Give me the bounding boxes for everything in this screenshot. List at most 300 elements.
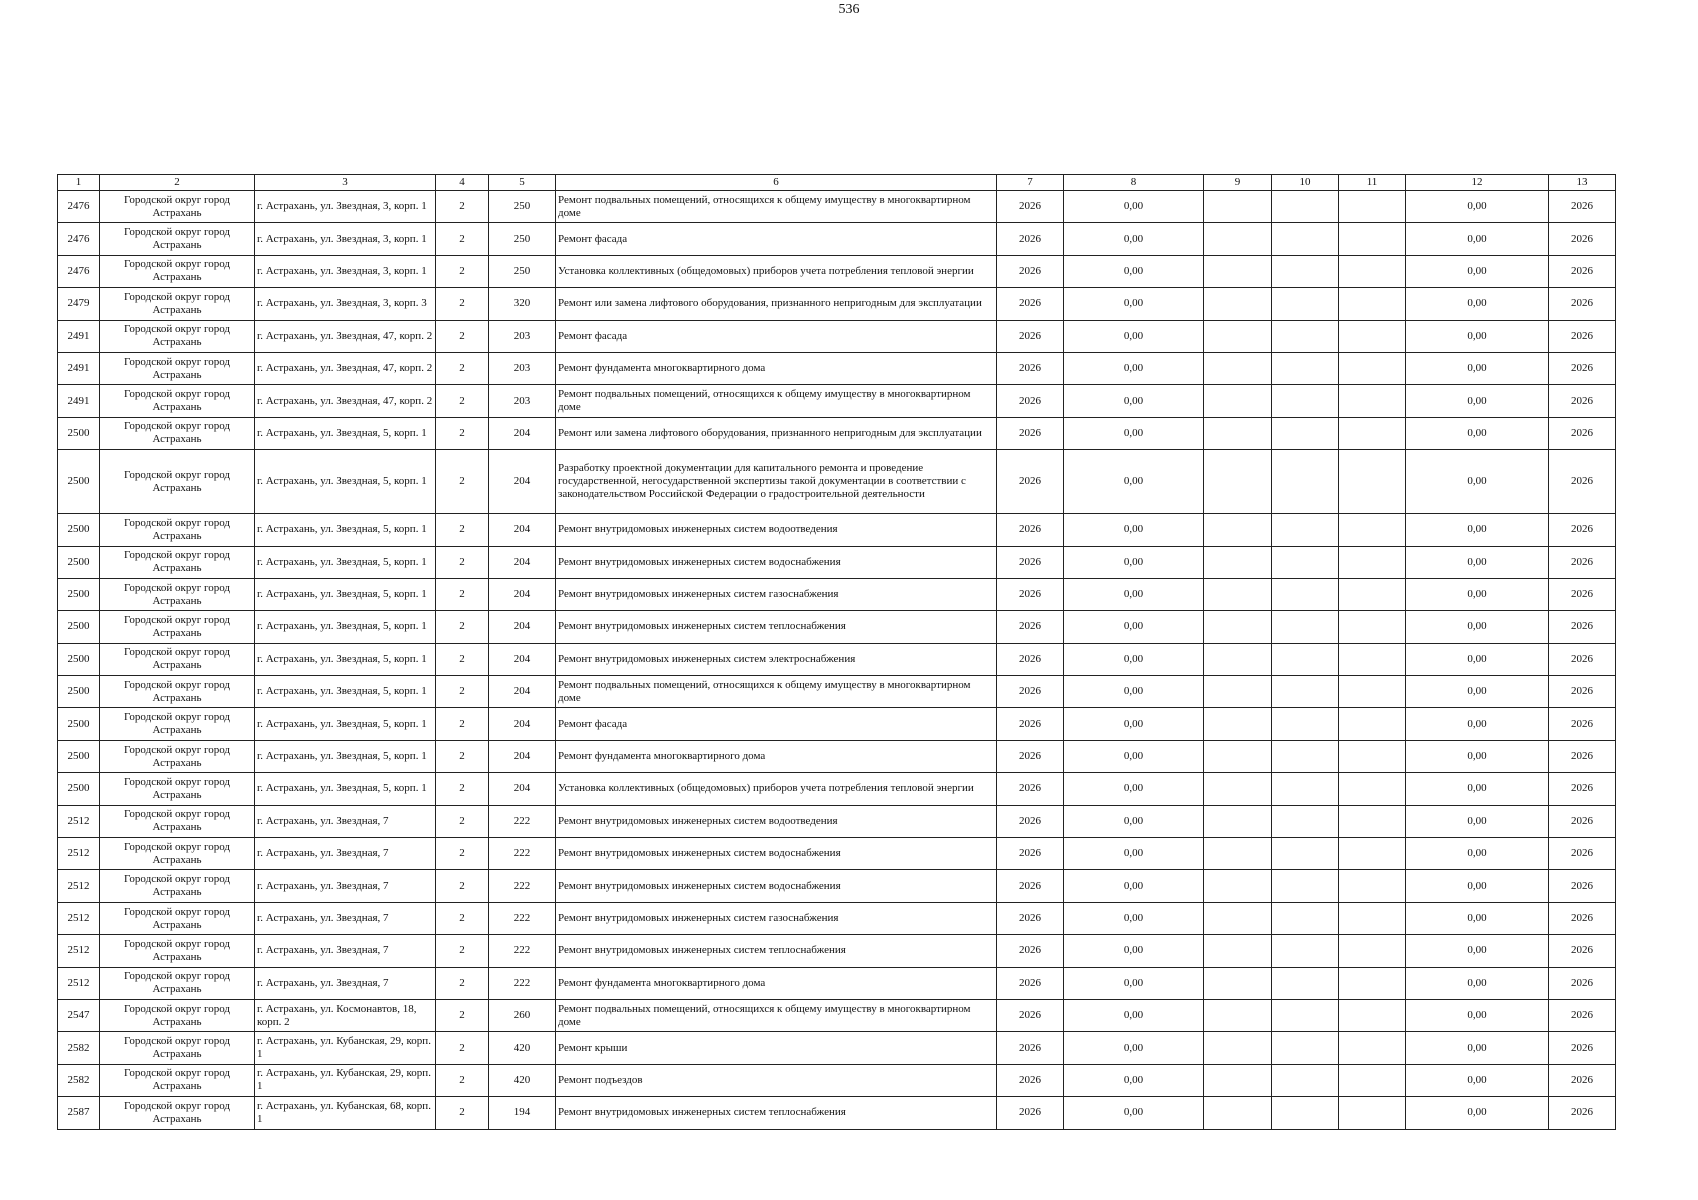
district-cell: Городской округ город Астрахань bbox=[100, 935, 255, 967]
cost-cell: 0,00 bbox=[1064, 578, 1204, 610]
cost-cell: 0,00 bbox=[1064, 1097, 1204, 1129]
column-9-cell bbox=[1204, 417, 1272, 449]
apartments-cell: 222 bbox=[489, 967, 556, 999]
district-cell: Городской округ город Астрахань bbox=[100, 450, 255, 514]
year-cell: 2026 bbox=[997, 643, 1064, 675]
column-9-cell bbox=[1204, 546, 1272, 578]
floors-cell: 2 bbox=[436, 352, 489, 384]
column-header: 13 bbox=[1549, 175, 1616, 191]
column-11-cell bbox=[1339, 708, 1406, 740]
column-11-cell bbox=[1339, 1097, 1406, 1129]
column-11-cell bbox=[1339, 385, 1406, 417]
row-id-cell: 2476 bbox=[58, 191, 100, 223]
apartments-cell: 222 bbox=[489, 935, 556, 967]
column-11-cell bbox=[1339, 546, 1406, 578]
column-13-cell: 2026 bbox=[1549, 1097, 1616, 1129]
district-cell: Городской округ город Астрахань bbox=[100, 676, 255, 708]
address-cell: г. Астрахань, ул. Звездная, 3, корп. 1 bbox=[255, 191, 436, 223]
floors-cell: 2 bbox=[436, 838, 489, 870]
apartments-cell: 194 bbox=[489, 1097, 556, 1129]
year-cell: 2026 bbox=[997, 1064, 1064, 1096]
column-10-cell bbox=[1272, 1097, 1339, 1129]
work-type-cell: Ремонт подвальных помещений, относящихся к общему имуществу в многоквартирном доме bbox=[556, 385, 997, 417]
capital-repair-table bbox=[57, 174, 1616, 1130]
column-10-cell bbox=[1272, 676, 1339, 708]
year-cell: 2026 bbox=[997, 417, 1064, 449]
work-type-cell: Ремонт внутридомовых инженерных систем теплоснабжения bbox=[556, 1097, 997, 1129]
address-cell: г. Астрахань, ул. Звездная, 5, корп. 1 bbox=[255, 450, 436, 514]
column-9-cell bbox=[1204, 578, 1272, 610]
district-cell: Городской округ город Астрахань bbox=[100, 773, 255, 805]
district-cell: Городской округ город Астрахань bbox=[100, 223, 255, 255]
district-cell: Городской округ город Астрахань bbox=[100, 1032, 255, 1064]
column-header: 1 bbox=[58, 175, 100, 191]
column-12-cell: 0,00 bbox=[1406, 385, 1549, 417]
address-cell: г. Астрахань, ул. Звездная, 5, корп. 1 bbox=[255, 514, 436, 546]
address-cell: г. Астрахань, ул. Кубанская, 68, корп. 1 bbox=[255, 1097, 436, 1129]
cost-cell: 0,00 bbox=[1064, 320, 1204, 352]
column-12-cell: 0,00 bbox=[1406, 223, 1549, 255]
apartments-cell: 250 bbox=[489, 223, 556, 255]
district-cell: Городской округ город Астрахань bbox=[100, 255, 255, 287]
column-12-cell: 0,00 bbox=[1406, 1097, 1549, 1129]
floors-cell: 2 bbox=[436, 708, 489, 740]
cost-cell: 0,00 bbox=[1064, 288, 1204, 320]
cost-cell: 0,00 bbox=[1064, 967, 1204, 999]
column-9-cell bbox=[1204, 288, 1272, 320]
column-header: 2 bbox=[100, 175, 255, 191]
cost-cell: 0,00 bbox=[1064, 417, 1204, 449]
year-cell: 2026 bbox=[997, 1097, 1064, 1129]
floors-cell: 2 bbox=[436, 450, 489, 514]
table-row bbox=[58, 838, 1616, 870]
year-cell: 2026 bbox=[997, 223, 1064, 255]
column-13-cell: 2026 bbox=[1549, 870, 1616, 902]
year-cell: 2026 bbox=[997, 870, 1064, 902]
column-12-cell: 0,00 bbox=[1406, 417, 1549, 449]
column-12-cell: 0,00 bbox=[1406, 838, 1549, 870]
year-cell: 2026 bbox=[997, 385, 1064, 417]
column-header: 8 bbox=[1064, 175, 1204, 191]
column-10-cell bbox=[1272, 191, 1339, 223]
column-12-cell: 0,00 bbox=[1406, 514, 1549, 546]
floors-cell: 2 bbox=[436, 1032, 489, 1064]
column-10-cell bbox=[1272, 870, 1339, 902]
column-10-cell bbox=[1272, 643, 1339, 675]
column-12-cell: 0,00 bbox=[1406, 1064, 1549, 1096]
column-header: 10 bbox=[1272, 175, 1339, 191]
column-12-cell: 0,00 bbox=[1406, 870, 1549, 902]
apartments-cell: 203 bbox=[489, 352, 556, 384]
address-cell: г. Астрахань, ул. Звездная, 3, корп. 1 bbox=[255, 223, 436, 255]
floors-cell: 2 bbox=[436, 320, 489, 352]
work-type-cell: Ремонт фасада bbox=[556, 223, 997, 255]
column-9-cell bbox=[1204, 902, 1272, 934]
column-10-cell bbox=[1272, 417, 1339, 449]
column-9-cell bbox=[1204, 223, 1272, 255]
work-type-cell: Ремонт фундамента многоквартирного дома bbox=[556, 740, 997, 772]
column-10-cell bbox=[1272, 740, 1339, 772]
apartments-cell: 204 bbox=[489, 417, 556, 449]
cost-cell: 0,00 bbox=[1064, 999, 1204, 1031]
district-cell: Городской округ город Астрахань bbox=[100, 870, 255, 902]
address-cell: г. Астрахань, ул. Звездная, 7 bbox=[255, 805, 436, 837]
work-type-cell: Ремонт внутридомовых инженерных систем теплоснабжения bbox=[556, 611, 997, 643]
floors-cell: 2 bbox=[436, 676, 489, 708]
column-12-cell: 0,00 bbox=[1406, 546, 1549, 578]
work-type-cell: Ремонт внутридомовых инженерных систем газоснабжения bbox=[556, 578, 997, 610]
row-id-cell: 2512 bbox=[58, 805, 100, 837]
floors-cell: 2 bbox=[436, 870, 489, 902]
year-cell: 2026 bbox=[997, 450, 1064, 514]
column-13-cell: 2026 bbox=[1549, 967, 1616, 999]
district-cell: Городской округ город Астрахань bbox=[100, 191, 255, 223]
column-10-cell bbox=[1272, 1032, 1339, 1064]
column-9-cell bbox=[1204, 935, 1272, 967]
column-11-cell bbox=[1339, 611, 1406, 643]
row-id-cell: 2500 bbox=[58, 611, 100, 643]
row-id-cell: 2547 bbox=[58, 999, 100, 1031]
cost-cell: 0,00 bbox=[1064, 676, 1204, 708]
year-cell: 2026 bbox=[997, 838, 1064, 870]
column-12-cell: 0,00 bbox=[1406, 352, 1549, 384]
apartments-cell: 260 bbox=[489, 999, 556, 1031]
column-10-cell bbox=[1272, 320, 1339, 352]
column-11-cell bbox=[1339, 450, 1406, 514]
floors-cell: 2 bbox=[436, 999, 489, 1031]
row-id-cell: 2500 bbox=[58, 708, 100, 740]
year-cell: 2026 bbox=[997, 902, 1064, 934]
floors-cell: 2 bbox=[436, 514, 489, 546]
district-cell: Городской округ город Астрахань bbox=[100, 1097, 255, 1129]
work-type-cell: Ремонт фундамента многоквартирного дома bbox=[556, 967, 997, 999]
table-row bbox=[58, 902, 1616, 934]
work-type-cell: Ремонт внутридомовых инженерных систем водоотведения bbox=[556, 514, 997, 546]
district-cell: Городской округ город Астрахань bbox=[100, 643, 255, 675]
address-cell: г. Астрахань, ул. Звездная, 7 bbox=[255, 902, 436, 934]
cost-cell: 0,00 bbox=[1064, 838, 1204, 870]
column-10-cell bbox=[1272, 805, 1339, 837]
table-row bbox=[58, 967, 1616, 999]
cost-cell: 0,00 bbox=[1064, 514, 1204, 546]
table-body bbox=[58, 191, 1616, 1130]
column-13-cell: 2026 bbox=[1549, 288, 1616, 320]
floors-cell: 2 bbox=[436, 902, 489, 934]
table-row bbox=[58, 352, 1616, 384]
column-10-cell bbox=[1272, 352, 1339, 384]
column-9-cell bbox=[1204, 967, 1272, 999]
year-cell: 2026 bbox=[997, 935, 1064, 967]
row-id-cell: 2500 bbox=[58, 578, 100, 610]
apartments-cell: 204 bbox=[489, 773, 556, 805]
row-id-cell: 2582 bbox=[58, 1064, 100, 1096]
apartments-cell: 222 bbox=[489, 805, 556, 837]
address-cell: г. Астрахань, ул. Кубанская, 29, корп. 1 bbox=[255, 1064, 436, 1096]
column-11-cell bbox=[1339, 191, 1406, 223]
column-9-cell bbox=[1204, 1097, 1272, 1129]
row-id-cell: 2512 bbox=[58, 935, 100, 967]
row-id-cell: 2491 bbox=[58, 385, 100, 417]
district-cell: Городской округ город Астрахань bbox=[100, 514, 255, 546]
column-13-cell: 2026 bbox=[1549, 255, 1616, 287]
column-header: 5 bbox=[489, 175, 556, 191]
table-row bbox=[58, 514, 1616, 546]
column-11-cell bbox=[1339, 514, 1406, 546]
column-13-cell: 2026 bbox=[1549, 1064, 1616, 1096]
column-9-cell bbox=[1204, 708, 1272, 740]
cost-cell: 0,00 bbox=[1064, 450, 1204, 514]
column-13-cell: 2026 bbox=[1549, 902, 1616, 934]
column-13-cell: 2026 bbox=[1549, 417, 1616, 449]
column-10-cell bbox=[1272, 967, 1339, 999]
table-row bbox=[58, 578, 1616, 610]
year-cell: 2026 bbox=[997, 352, 1064, 384]
apartments-cell: 204 bbox=[489, 740, 556, 772]
column-11-cell bbox=[1339, 1032, 1406, 1064]
address-cell: г. Астрахань, ул. Звездная, 7 bbox=[255, 967, 436, 999]
address-cell: г. Астрахань, ул. Звездная, 5, корп. 1 bbox=[255, 643, 436, 675]
work-type-cell: Ремонт фасада bbox=[556, 320, 997, 352]
column-13-cell: 2026 bbox=[1549, 546, 1616, 578]
district-cell: Городской округ город Астрахань bbox=[100, 352, 255, 384]
column-9-cell bbox=[1204, 643, 1272, 675]
year-cell: 2026 bbox=[997, 320, 1064, 352]
apartments-cell: 320 bbox=[489, 288, 556, 320]
year-cell: 2026 bbox=[997, 611, 1064, 643]
column-9-cell bbox=[1204, 450, 1272, 514]
column-11-cell bbox=[1339, 773, 1406, 805]
district-cell: Городской округ город Астрахань bbox=[100, 578, 255, 610]
district-cell: Городской округ город Астрахань bbox=[100, 708, 255, 740]
column-9-cell bbox=[1204, 805, 1272, 837]
work-type-cell: Ремонт подъездов bbox=[556, 1064, 997, 1096]
column-13-cell: 2026 bbox=[1549, 773, 1616, 805]
table-row bbox=[58, 450, 1616, 514]
column-10-cell bbox=[1272, 902, 1339, 934]
floors-cell: 2 bbox=[436, 773, 489, 805]
column-11-cell bbox=[1339, 320, 1406, 352]
column-10-cell bbox=[1272, 546, 1339, 578]
year-cell: 2026 bbox=[997, 1032, 1064, 1064]
apartments-cell: 204 bbox=[489, 708, 556, 740]
floors-cell: 2 bbox=[436, 643, 489, 675]
column-header: 9 bbox=[1204, 175, 1272, 191]
floors-cell: 2 bbox=[436, 546, 489, 578]
column-11-cell bbox=[1339, 870, 1406, 902]
table-row bbox=[58, 255, 1616, 287]
row-id-cell: 2512 bbox=[58, 838, 100, 870]
column-10-cell bbox=[1272, 288, 1339, 320]
row-id-cell: 2491 bbox=[58, 352, 100, 384]
work-type-cell: Разработку проектной документации для капитального ремонта и проведение государственной, негосударственной экспертизы такой документации в соответствии с законодательством Российской Федерации о градостроительной деятельности bbox=[556, 450, 997, 514]
table-row bbox=[58, 1032, 1616, 1064]
column-11-cell bbox=[1339, 935, 1406, 967]
floors-cell: 2 bbox=[436, 255, 489, 287]
work-type-cell: Ремонт внутридомовых инженерных систем водоснабжения bbox=[556, 838, 997, 870]
column-10-cell bbox=[1272, 999, 1339, 1031]
column-10-cell bbox=[1272, 611, 1339, 643]
column-13-cell: 2026 bbox=[1549, 320, 1616, 352]
column-9-cell bbox=[1204, 999, 1272, 1031]
district-cell: Городской округ город Астрахань bbox=[100, 740, 255, 772]
page-number: 536 bbox=[838, 2, 860, 17]
column-10-cell bbox=[1272, 1064, 1339, 1096]
column-11-cell bbox=[1339, 805, 1406, 837]
column-12-cell: 0,00 bbox=[1406, 805, 1549, 837]
apartments-cell: 420 bbox=[489, 1064, 556, 1096]
column-12-cell: 0,00 bbox=[1406, 902, 1549, 934]
column-11-cell bbox=[1339, 999, 1406, 1031]
column-12-cell: 0,00 bbox=[1406, 288, 1549, 320]
row-id-cell: 2500 bbox=[58, 514, 100, 546]
apartments-cell: 204 bbox=[489, 514, 556, 546]
floors-cell: 2 bbox=[436, 611, 489, 643]
work-type-cell: Ремонт внутридомовых инженерных систем газоснабжения bbox=[556, 902, 997, 934]
address-cell: г. Астрахань, ул. Звездная, 5, корп. 1 bbox=[255, 773, 436, 805]
table-row bbox=[58, 870, 1616, 902]
row-id-cell: 2512 bbox=[58, 870, 100, 902]
floors-cell: 2 bbox=[436, 288, 489, 320]
address-cell: г. Астрахань, ул. Звездная, 5, корп. 1 bbox=[255, 740, 436, 772]
column-11-cell bbox=[1339, 288, 1406, 320]
floors-cell: 2 bbox=[436, 1064, 489, 1096]
floors-cell: 2 bbox=[436, 967, 489, 999]
address-cell: г. Астрахань, ул. Звездная, 5, корп. 1 bbox=[255, 708, 436, 740]
row-id-cell: 2582 bbox=[58, 1032, 100, 1064]
row-id-cell: 2512 bbox=[58, 967, 100, 999]
column-9-cell bbox=[1204, 191, 1272, 223]
column-13-cell: 2026 bbox=[1549, 191, 1616, 223]
column-11-cell bbox=[1339, 838, 1406, 870]
apartments-cell: 222 bbox=[489, 838, 556, 870]
table-row bbox=[58, 611, 1616, 643]
cost-cell: 0,00 bbox=[1064, 935, 1204, 967]
year-cell: 2026 bbox=[997, 676, 1064, 708]
column-9-cell bbox=[1204, 838, 1272, 870]
column-12-cell: 0,00 bbox=[1406, 1032, 1549, 1064]
year-cell: 2026 bbox=[997, 999, 1064, 1031]
address-cell: г. Астрахань, ул. Кубанская, 29, корп. 1 bbox=[255, 1032, 436, 1064]
row-id-cell: 2500 bbox=[58, 676, 100, 708]
row-id-cell: 2500 bbox=[58, 643, 100, 675]
apartments-cell: 204 bbox=[489, 611, 556, 643]
year-cell: 2026 bbox=[997, 805, 1064, 837]
address-cell: г. Астрахань, ул. Звездная, 7 bbox=[255, 838, 436, 870]
table-row bbox=[58, 288, 1616, 320]
cost-cell: 0,00 bbox=[1064, 773, 1204, 805]
address-cell: г. Астрахань, ул. Космонавтов, 18, корп. 2 bbox=[255, 999, 436, 1031]
column-13-cell: 2026 bbox=[1549, 838, 1616, 870]
floors-cell: 2 bbox=[436, 805, 489, 837]
apartments-cell: 204 bbox=[489, 578, 556, 610]
table-row bbox=[58, 740, 1616, 772]
column-13-cell: 2026 bbox=[1549, 708, 1616, 740]
column-12-cell: 0,00 bbox=[1406, 191, 1549, 223]
column-9-cell bbox=[1204, 385, 1272, 417]
column-header: 3 bbox=[255, 175, 436, 191]
column-9-cell bbox=[1204, 676, 1272, 708]
column-11-cell bbox=[1339, 417, 1406, 449]
district-cell: Городской округ город Астрахань bbox=[100, 1064, 255, 1096]
floors-cell: 2 bbox=[436, 417, 489, 449]
work-type-cell: Ремонт подвальных помещений, относящихся к общему имуществу в многоквартирном доме bbox=[556, 191, 997, 223]
column-10-cell bbox=[1272, 708, 1339, 740]
table-row bbox=[58, 805, 1616, 837]
cost-cell: 0,00 bbox=[1064, 870, 1204, 902]
year-cell: 2026 bbox=[997, 578, 1064, 610]
column-9-cell bbox=[1204, 611, 1272, 643]
year-cell: 2026 bbox=[997, 773, 1064, 805]
apartments-cell: 222 bbox=[489, 870, 556, 902]
column-11-cell bbox=[1339, 740, 1406, 772]
address-cell: г. Астрахань, ул. Звездная, 5, корп. 1 bbox=[255, 417, 436, 449]
address-cell: г. Астрахань, ул. Звездная, 3, корп. 3 bbox=[255, 288, 436, 320]
apartments-cell: 420 bbox=[489, 1032, 556, 1064]
column-12-cell: 0,00 bbox=[1406, 676, 1549, 708]
column-11-cell bbox=[1339, 578, 1406, 610]
floors-cell: 2 bbox=[436, 740, 489, 772]
column-13-cell: 2026 bbox=[1549, 643, 1616, 675]
address-cell: г. Астрахань, ул. Звездная, 5, корп. 1 bbox=[255, 676, 436, 708]
row-id-cell: 2491 bbox=[58, 320, 100, 352]
district-cell: Городской округ город Астрахань bbox=[100, 288, 255, 320]
column-11-cell bbox=[1339, 1064, 1406, 1096]
column-header: 6 bbox=[556, 175, 997, 191]
work-type-cell: Ремонт подвальных помещений, относящихся к общему имуществу в многоквартирном доме bbox=[556, 999, 997, 1031]
year-cell: 2026 bbox=[997, 546, 1064, 578]
column-13-cell: 2026 bbox=[1549, 450, 1616, 514]
cost-cell: 0,00 bbox=[1064, 385, 1204, 417]
column-12-cell: 0,00 bbox=[1406, 578, 1549, 610]
address-cell: г. Астрахань, ул. Звездная, 5, корп. 1 bbox=[255, 546, 436, 578]
row-id-cell: 2476 bbox=[58, 255, 100, 287]
row-id-cell: 2476 bbox=[58, 223, 100, 255]
work-type-cell: Ремонт фундамента многоквартирного дома bbox=[556, 352, 997, 384]
row-id-cell: 2500 bbox=[58, 546, 100, 578]
column-12-cell: 0,00 bbox=[1406, 935, 1549, 967]
column-11-cell bbox=[1339, 967, 1406, 999]
column-13-cell: 2026 bbox=[1549, 223, 1616, 255]
column-9-cell bbox=[1204, 255, 1272, 287]
column-13-cell: 2026 bbox=[1549, 578, 1616, 610]
column-10-cell bbox=[1272, 385, 1339, 417]
apartments-cell: 203 bbox=[489, 320, 556, 352]
column-11-cell bbox=[1339, 902, 1406, 934]
address-cell: г. Астрахань, ул. Звездная, 47, корп. 2 bbox=[255, 320, 436, 352]
work-type-cell: Установка коллективных (общедомовых) приборов учета потребления тепловой энергии bbox=[556, 255, 997, 287]
work-type-cell: Ремонт или замена лифтового оборудования, признанного непригодным для эксплуатации bbox=[556, 417, 997, 449]
district-cell: Городской округ город Астрахань bbox=[100, 805, 255, 837]
year-cell: 2026 bbox=[997, 708, 1064, 740]
column-header: 12 bbox=[1406, 175, 1549, 191]
row-id-cell: 2500 bbox=[58, 740, 100, 772]
cost-cell: 0,00 bbox=[1064, 546, 1204, 578]
table-row bbox=[58, 191, 1616, 223]
address-cell: г. Астрахань, ул. Звездная, 5, корп. 1 bbox=[255, 578, 436, 610]
cost-cell: 0,00 bbox=[1064, 223, 1204, 255]
row-id-cell: 2479 bbox=[58, 288, 100, 320]
floors-cell: 2 bbox=[436, 935, 489, 967]
work-type-cell: Ремонт внутридомовых инженерных систем водоотведения bbox=[556, 805, 997, 837]
column-13-cell: 2026 bbox=[1549, 740, 1616, 772]
cost-cell: 0,00 bbox=[1064, 805, 1204, 837]
cost-cell: 0,00 bbox=[1064, 902, 1204, 934]
year-cell: 2026 bbox=[997, 255, 1064, 287]
column-9-cell bbox=[1204, 870, 1272, 902]
column-13-cell: 2026 bbox=[1549, 935, 1616, 967]
year-cell: 2026 bbox=[997, 288, 1064, 320]
column-number-row bbox=[58, 175, 1616, 191]
